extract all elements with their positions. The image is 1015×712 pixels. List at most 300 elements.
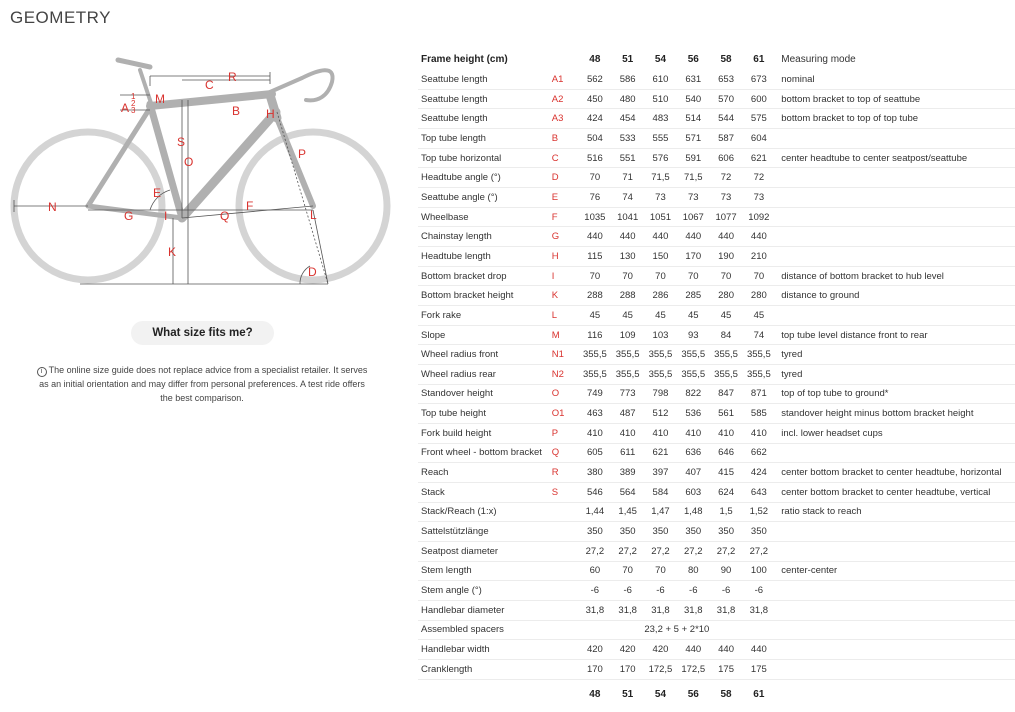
table-row xyxy=(418,306,1015,326)
row-value: 561 xyxy=(718,408,734,420)
row-value: 604 xyxy=(750,132,767,144)
row-value: 355,5 xyxy=(648,368,673,380)
size-guide-note-text: The online size guide does not replace advice from a specialist retailer. It serves as an initial orientation and may differ from personal preferences. A test ride offers the best comparison. xyxy=(39,365,368,403)
row-value: 355,5 xyxy=(681,368,706,380)
bike-geometry-diagram xyxy=(0,40,400,300)
row-measuring-mode: top tube level distance front to rear xyxy=(781,329,928,341)
row-measuring-mode: bottom bracket to top of top tube xyxy=(781,113,919,125)
table-row xyxy=(418,129,1015,149)
row-code xyxy=(552,522,579,542)
row-value: 71,5 xyxy=(651,172,670,184)
table-row xyxy=(418,443,1015,463)
row-value: 516 xyxy=(586,152,603,164)
row-value: 72 xyxy=(753,172,765,184)
row-name: Slope xyxy=(421,329,446,341)
row-measuring-mode: center bottom bracket to center headtube, horizontal xyxy=(781,467,1002,479)
row-name: Bottom bracket height xyxy=(421,290,514,302)
table-row xyxy=(418,502,1015,522)
row-value: 27,2 xyxy=(618,545,637,557)
row-value: 31,8 xyxy=(684,604,703,616)
label-n1: 1 xyxy=(131,92,136,101)
row-value: 355,5 xyxy=(746,368,771,380)
row-measuring-mode: distance to ground xyxy=(781,290,860,302)
row-value: 355,5 xyxy=(582,368,607,380)
row-value: -6 xyxy=(754,585,764,597)
row-code xyxy=(552,640,579,660)
row-name: Top tube horizontal xyxy=(421,152,502,164)
row-name: Cranklength xyxy=(421,663,473,675)
row-code: K xyxy=(551,290,559,302)
row-value: 74 xyxy=(753,329,765,341)
row-value: 514 xyxy=(685,113,702,125)
table-row xyxy=(418,581,1015,601)
row-value: 420 xyxy=(586,644,603,656)
row-name: Fork rake xyxy=(421,309,462,321)
table-footer-row xyxy=(418,679,1015,703)
frame-height-header: Frame height (cm) xyxy=(421,54,508,66)
row-value: 871 xyxy=(750,388,767,400)
row-value: 45 xyxy=(622,309,633,321)
row-value: 440 xyxy=(619,231,636,243)
row-measuring-mode xyxy=(775,581,1015,601)
geometry-table xyxy=(418,50,1015,703)
row-measuring-mode xyxy=(775,188,1015,208)
row-value: 288 xyxy=(586,290,603,302)
row-value: 440 xyxy=(750,231,767,243)
row-measuring-mode xyxy=(775,306,1015,326)
row-value: 172,5 xyxy=(648,663,673,675)
row-code: D xyxy=(551,172,559,184)
row-value: 355,5 xyxy=(615,368,640,380)
row-value: 544 xyxy=(718,113,734,125)
row-value: 175 xyxy=(718,663,734,675)
row-name: Top tube length xyxy=(421,132,486,144)
row-measuring-mode xyxy=(775,168,1015,188)
row-value: 100 xyxy=(750,565,767,577)
row-value: 555 xyxy=(652,132,669,144)
row-value: 646 xyxy=(718,447,734,459)
row-value: 70 xyxy=(589,172,601,184)
row-measuring-mode xyxy=(775,227,1015,247)
row-code: G xyxy=(551,231,560,243)
row-code: I xyxy=(551,270,555,282)
row-value: 45 xyxy=(655,309,666,321)
row-measuring-mode xyxy=(775,541,1015,561)
row-value: 27,2 xyxy=(585,545,605,557)
table-row xyxy=(418,561,1015,581)
row-measuring-mode: tyred xyxy=(781,368,803,380)
row-code: F xyxy=(551,211,558,223)
row-value: 440 xyxy=(685,231,702,243)
row-value: 286 xyxy=(652,290,669,302)
row-value: 73 xyxy=(720,191,732,203)
table-row xyxy=(418,227,1015,247)
row-code: B xyxy=(551,132,559,144)
table-row xyxy=(418,109,1015,129)
row-code: L xyxy=(551,309,558,321)
row-value: 45 xyxy=(589,309,601,321)
row-code: N2 xyxy=(551,368,564,380)
row-code: R xyxy=(551,467,559,479)
row-value: 27,2 xyxy=(749,545,769,557)
row-value: 172,5 xyxy=(681,663,706,675)
row-name: Handlebar width xyxy=(421,644,490,656)
row-value: 440 xyxy=(718,231,734,243)
row-value: 103 xyxy=(652,329,669,341)
row-value: 562 xyxy=(586,73,603,85)
row-code: A3 xyxy=(551,113,564,125)
size-footer: 56 xyxy=(687,688,699,700)
table-row xyxy=(418,365,1015,385)
row-value: 60 xyxy=(589,565,601,577)
row-value: 1041 xyxy=(617,211,639,223)
row-measuring-mode: center-center xyxy=(781,565,838,577)
row-value: 410 xyxy=(685,427,702,439)
row-name: Headtube length xyxy=(421,250,491,262)
row-value: 450 xyxy=(586,93,603,105)
row-measuring-mode: incl. lower headset cups xyxy=(781,427,883,439)
label-r: R xyxy=(228,70,237,84)
code-header xyxy=(552,50,579,70)
what-size-fits-me-button[interactable]: What size fits me? xyxy=(131,321,274,345)
label-k: K xyxy=(168,245,177,259)
table-row xyxy=(418,541,1015,561)
row-value: 773 xyxy=(619,388,636,400)
row-value: 463 xyxy=(586,408,603,420)
table-row xyxy=(418,286,1015,306)
row-value: 410 xyxy=(652,427,669,439)
row-value: 575 xyxy=(750,113,767,125)
row-value: 27,2 xyxy=(651,545,670,557)
row-value: 487 xyxy=(619,408,636,420)
row-value: 424 xyxy=(586,113,603,125)
row-code: A2 xyxy=(551,93,564,105)
size-header: 61 xyxy=(753,54,765,66)
bike-geometry-svg xyxy=(0,40,400,300)
row-value: 31,8 xyxy=(716,604,736,616)
row-name: Seattube length xyxy=(421,93,488,105)
size-header: 56 xyxy=(687,54,699,66)
label-n: N xyxy=(48,200,57,214)
row-code: O1 xyxy=(551,408,565,420)
row-value: 1077 xyxy=(715,211,737,223)
row-code: M xyxy=(551,329,560,341)
row-value: 90 xyxy=(720,565,732,577)
row-value: 585 xyxy=(750,408,767,420)
size-footer: 48 xyxy=(589,688,601,700)
row-measuring-mode xyxy=(775,443,1015,463)
table-row xyxy=(418,640,1015,660)
row-value: 27,2 xyxy=(684,545,703,557)
row-name: Stack xyxy=(421,486,445,498)
table-row xyxy=(418,384,1015,404)
row-value: 407 xyxy=(685,467,702,479)
row-value: 150 xyxy=(652,250,669,262)
row-value: 93 xyxy=(687,329,699,341)
row-value: 1092 xyxy=(748,211,770,223)
row-value: 109 xyxy=(619,329,636,341)
row-value: 31,8 xyxy=(651,604,670,616)
label-c: C xyxy=(205,78,214,92)
row-value: 1,52 xyxy=(749,506,769,518)
row-value: 73 xyxy=(655,191,666,203)
row-value: 27,2 xyxy=(716,545,736,557)
label-p: P xyxy=(298,147,307,161)
row-code xyxy=(552,620,579,640)
table-header-row xyxy=(418,50,1015,70)
row-name: Stem length xyxy=(421,565,472,577)
row-measuring-mode: bottom bracket to top of seattube xyxy=(781,93,921,105)
row-name: Sattelstützlänge xyxy=(421,526,489,538)
row-value: 591 xyxy=(685,152,702,164)
row-value: 571 xyxy=(685,132,702,144)
row-name: Front wheel - bottom bracket xyxy=(421,447,542,459)
row-value: 424 xyxy=(750,467,767,479)
row-value: 605 xyxy=(586,447,603,459)
row-value: 536 xyxy=(685,408,702,420)
row-value: 70 xyxy=(589,270,601,282)
row-value: 130 xyxy=(619,250,636,262)
table-row xyxy=(418,70,1015,90)
row-value: 72 xyxy=(720,172,732,184)
row-value: 570 xyxy=(718,93,734,105)
row-value: 454 xyxy=(619,113,636,125)
row-value: 510 xyxy=(652,93,669,105)
table-row xyxy=(418,188,1015,208)
row-name: Bottom bracket drop xyxy=(421,270,507,282)
row-value: 70 xyxy=(622,565,633,577)
row-value: 576 xyxy=(652,152,669,164)
row-measuring-mode xyxy=(775,129,1015,149)
row-value: 636 xyxy=(685,447,702,459)
row-name: Stem angle (°) xyxy=(421,585,482,597)
table-row xyxy=(418,148,1015,168)
row-value: 190 xyxy=(718,250,734,262)
row-value: 350 xyxy=(586,526,603,538)
row-value: 504 xyxy=(586,132,603,144)
row-value: 420 xyxy=(619,644,636,656)
row-value: 798 xyxy=(652,388,669,400)
row-measuring-mode xyxy=(775,600,1015,620)
row-value: 483 xyxy=(652,113,669,125)
row-name: Reach xyxy=(421,467,449,479)
table-row xyxy=(418,482,1015,502)
table-row xyxy=(418,168,1015,188)
row-value: 624 xyxy=(718,486,734,498)
row-measuring-mode: center bottom bracket to center headtube, vertical xyxy=(781,486,991,498)
row-value: 440 xyxy=(718,644,734,656)
row-value: 551 xyxy=(619,152,636,164)
row-value: 70 xyxy=(753,270,765,282)
row-value: 610 xyxy=(652,73,669,85)
row-measuring-mode: top of top tube to ground* xyxy=(781,388,889,400)
row-value: 1067 xyxy=(682,211,704,223)
size-footer: 51 xyxy=(622,688,634,700)
row-merged-value: 23,2 + 5 + 2*10 xyxy=(644,624,710,636)
row-value: 70 xyxy=(655,565,666,577)
row-value: 288 xyxy=(619,290,636,302)
row-value: 355,5 xyxy=(615,349,640,361)
row-name: Top tube height xyxy=(421,408,486,420)
row-value: 533 xyxy=(619,132,636,144)
row-value: 170 xyxy=(619,663,636,675)
label-l: L xyxy=(310,208,317,222)
row-value: 350 xyxy=(750,526,767,538)
row-measuring-mode xyxy=(775,659,1015,679)
row-value: 70 xyxy=(687,270,699,282)
row-value: 440 xyxy=(652,231,669,243)
row-measuring-mode: distance of bottom bracket to hub level xyxy=(781,270,944,282)
row-measuring-mode: tyred xyxy=(781,349,803,361)
row-value: 70 xyxy=(720,270,732,282)
label-m: M xyxy=(155,92,165,106)
row-value: 170 xyxy=(586,663,603,675)
size-guide-note xyxy=(32,363,372,405)
table-row xyxy=(418,345,1015,365)
label-n3: 3 xyxy=(131,106,136,115)
row-value: 546 xyxy=(586,486,603,498)
row-name: Seatpost diameter xyxy=(421,545,499,557)
row-value: 31,8 xyxy=(618,604,637,616)
row-value: 653 xyxy=(718,73,734,85)
row-value: 440 xyxy=(586,231,603,243)
row-value: 45 xyxy=(687,309,699,321)
row-value: 621 xyxy=(750,152,767,164)
row-value: 73 xyxy=(687,191,699,203)
row-value: 564 xyxy=(619,486,636,498)
row-value: 76 xyxy=(589,191,601,203)
row-value: 84 xyxy=(720,329,732,341)
row-value: 611 xyxy=(620,447,636,459)
label-f: F xyxy=(246,199,254,213)
row-value: 31,8 xyxy=(585,604,605,616)
row-name: Seattube length xyxy=(421,113,488,125)
row-value: 210 xyxy=(750,250,767,262)
row-value: 410 xyxy=(750,427,767,439)
row-code xyxy=(552,502,579,522)
row-value: 512 xyxy=(652,408,669,420)
row-name: Wheelbase xyxy=(421,211,469,223)
row-value: 350 xyxy=(718,526,734,538)
row-code: Q xyxy=(551,447,560,459)
row-value: 1,5 xyxy=(719,506,733,518)
row-value: 440 xyxy=(685,644,702,656)
table-row xyxy=(418,522,1015,542)
table-row xyxy=(418,404,1015,424)
label-n2: 2 xyxy=(131,99,136,108)
row-name: Wheel radius rear xyxy=(421,368,496,380)
row-value: 70 xyxy=(655,270,666,282)
row-name: Standover height xyxy=(421,388,493,400)
row-code xyxy=(552,541,579,561)
label-s: S xyxy=(177,135,186,149)
row-value: 540 xyxy=(685,93,702,105)
row-code: P xyxy=(551,427,559,439)
size-header: 51 xyxy=(622,54,634,66)
row-code xyxy=(552,561,579,581)
row-value: 1,45 xyxy=(618,506,637,518)
row-measuring-mode xyxy=(775,640,1015,660)
label-q: Q xyxy=(220,209,230,223)
row-value: 1,47 xyxy=(651,506,670,518)
row-value: 621 xyxy=(652,447,669,459)
row-value: 587 xyxy=(718,132,734,144)
row-value: 45 xyxy=(720,309,732,321)
table-row xyxy=(418,600,1015,620)
table-row xyxy=(418,207,1015,227)
page-title: GEOMETRY xyxy=(10,8,111,27)
measuring-mode-header: Measuring mode xyxy=(781,54,856,66)
row-measuring-mode: standover height minus bottom bracket height xyxy=(781,408,974,420)
row-value: 410 xyxy=(619,427,636,439)
label-b: B xyxy=(232,104,241,118)
row-value: 1051 xyxy=(649,211,672,223)
row-value: 822 xyxy=(685,388,702,400)
row-value: 480 xyxy=(619,93,636,105)
label-d: D xyxy=(308,265,317,279)
row-value: -6 xyxy=(590,585,600,597)
table-row xyxy=(418,659,1015,679)
row-name: Headtube angle (°) xyxy=(421,172,501,184)
row-value: 380 xyxy=(586,467,603,479)
row-code: N1 xyxy=(551,349,564,361)
row-measuring-mode: center headtube to center seatpost/seattube xyxy=(781,152,968,164)
row-value: 584 xyxy=(652,486,669,498)
label-i: I xyxy=(164,209,168,223)
row-value: 662 xyxy=(750,447,767,459)
row-code: C xyxy=(551,152,559,164)
row-value: 170 xyxy=(685,250,702,262)
size-header: 54 xyxy=(654,54,667,66)
row-measuring-mode: ratio stack to reach xyxy=(781,506,862,518)
row-name: Stack/Reach (1:x) xyxy=(421,506,497,518)
row-code: E xyxy=(551,191,559,203)
row-value: 285 xyxy=(685,290,702,302)
row-value: 355,5 xyxy=(746,349,771,361)
row-measuring-mode xyxy=(775,620,1015,640)
table-row xyxy=(418,89,1015,109)
row-value: 586 xyxy=(619,73,636,85)
row-value: 280 xyxy=(750,290,767,302)
row-value: 847 xyxy=(718,388,734,400)
row-value: 355,5 xyxy=(714,368,738,380)
row-value: 410 xyxy=(718,427,734,439)
row-value: 603 xyxy=(685,486,702,498)
row-value: 673 xyxy=(750,73,767,85)
row-code xyxy=(552,600,579,620)
row-measuring-mode xyxy=(775,522,1015,542)
row-value: -6 xyxy=(623,585,632,597)
row-code xyxy=(552,659,579,679)
row-value: 73 xyxy=(753,191,765,203)
row-value: 606 xyxy=(718,152,734,164)
row-value: 397 xyxy=(652,467,669,479)
row-value: 115 xyxy=(587,250,603,262)
row-value: 70 xyxy=(622,270,633,282)
row-measuring-mode xyxy=(775,207,1015,227)
row-value: 749 xyxy=(586,388,603,400)
row-measuring-mode xyxy=(775,247,1015,267)
row-code: H xyxy=(551,250,559,262)
geometry-table-body xyxy=(418,70,1015,679)
row-name: Handlebar diameter xyxy=(421,604,505,616)
row-value: 415 xyxy=(718,467,734,479)
row-value: -6 xyxy=(656,585,665,597)
row-value: 355,5 xyxy=(714,349,738,361)
row-value: 175 xyxy=(750,663,767,675)
row-value: 631 xyxy=(685,73,702,85)
row-name: Seattube length xyxy=(421,73,488,85)
